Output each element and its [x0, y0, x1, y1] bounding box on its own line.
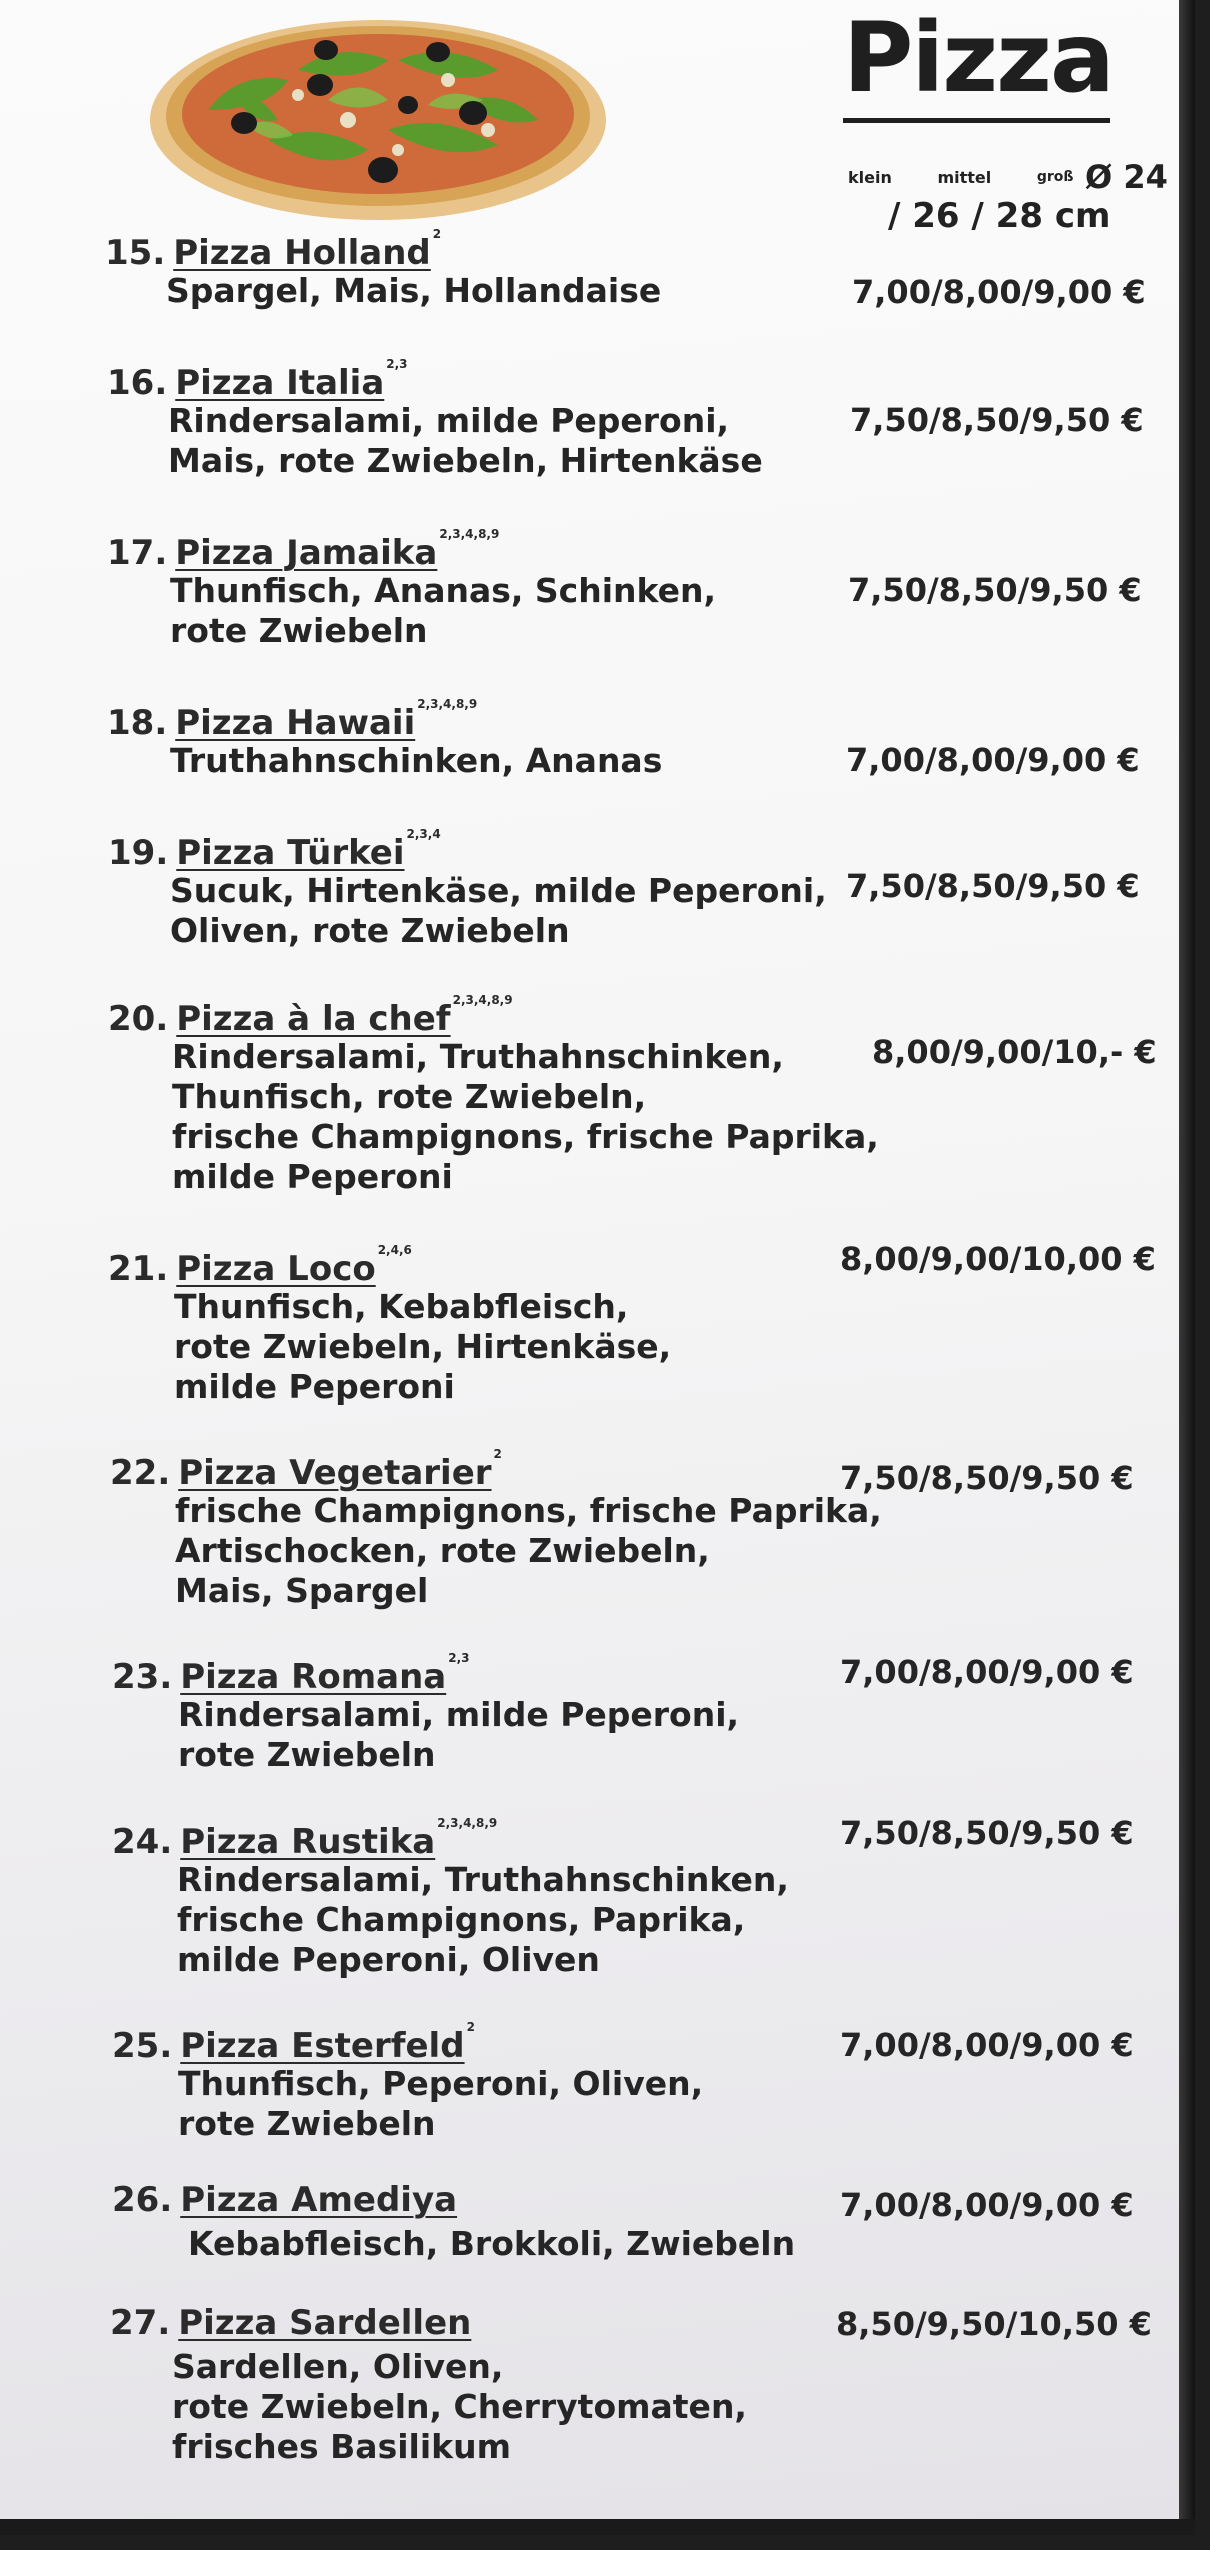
item-name-row — [107, 357, 408, 403]
item-ingredients — [170, 871, 827, 951]
item-name-row — [108, 993, 513, 1039]
item-number: 24. — [112, 1822, 173, 1862]
size-small-label: klein — [848, 167, 892, 187]
ingredient-line: rote Zwiebeln — [178, 1735, 436, 1774]
ingredient-line: milde Peperoni — [172, 1157, 453, 1196]
item-ingredients — [178, 1695, 739, 1775]
item-name-row — [107, 697, 477, 743]
item-price: 8,00/9,00/10,00 € — [840, 1240, 1156, 1278]
item-price: 7,50/8,50/9,50 € — [846, 867, 1140, 905]
ingredient-line: frische Champignons, Paprika, — [177, 1900, 746, 1939]
ingredient-line: Rindersalami, Truthahnschinken, — [177, 1860, 789, 1899]
size-diameter: Ø 24 — [1085, 158, 1168, 196]
item-price: 8,50/9,50/10,50 € — [836, 2305, 1152, 2343]
pizza-image — [148, 10, 608, 222]
ingredient-line: Truthahnschinken, Ananas — [170, 741, 663, 780]
item-name: Pizza Sardellen — [178, 2303, 472, 2343]
allergen-codes: 2,3,4 — [406, 827, 441, 841]
item-name: Pizza Rustika — [180, 1822, 436, 1862]
item-number: 22. — [110, 1453, 171, 1493]
item-name-row — [108, 1243, 412, 1289]
ingredient-line: Spargel, Mais, Hollandaise — [166, 271, 662, 310]
ingredient-line: rote Zwiebeln, Hirtenkäse, — [174, 1327, 672, 1366]
ingredient-line: Thunfisch, Ananas, Schinken, — [170, 571, 716, 610]
ingredient-line: Sucuk, Hirtenkäse, milde Peperoni, — [170, 871, 827, 910]
item-number: 26. — [112, 2180, 173, 2220]
allergen-codes: 2 — [493, 1447, 502, 1461]
size-medium-label: mittel — [937, 167, 992, 187]
item-ingredients — [175, 1491, 882, 1611]
item-number: 17. — [107, 533, 168, 573]
item-ingredients — [172, 1037, 879, 1197]
ingredient-line: Thunfisch, rote Zwiebeln, — [172, 1077, 647, 1116]
page-title: Pizza — [843, 2, 1113, 114]
page-edge-right — [1179, 0, 1195, 2535]
item-price: 7,00/8,00/9,00 € — [840, 1653, 1134, 1691]
item-name: Pizza Esterfeld — [180, 2026, 465, 2066]
item-price: 7,00/8,00/9,00 € — [852, 273, 1146, 311]
allergen-codes: 2 — [432, 227, 442, 241]
item-ingredients — [170, 741, 662, 781]
item-ingredients — [188, 2224, 795, 2264]
item-name: Pizza Holland — [173, 233, 431, 273]
item-name-row — [112, 2020, 475, 2066]
item-number: 15. — [105, 233, 166, 273]
item-number: 27. — [110, 2303, 171, 2343]
ingredient-line: Oliven, rote Zwiebeln — [170, 911, 570, 950]
ingredient-line: Rindersalami, Truthahnschinken, — [172, 1037, 784, 1076]
item-ingredients — [166, 271, 661, 311]
size-legend — [848, 158, 1168, 196]
item-name: Pizza Amediya — [180, 2180, 458, 2220]
item-ingredients — [174, 1287, 671, 1407]
size-dimensions: / 26 / 28 cm — [888, 196, 1111, 236]
item-number: 23. — [112, 1657, 173, 1697]
item-number: 25. — [112, 2026, 173, 2066]
page-edge-bottom — [0, 2519, 1195, 2535]
ingredient-line: Rindersalami, milde Peperoni, — [168, 401, 730, 440]
ingredient-line: milde Peperoni — [174, 1367, 455, 1406]
ingredient-line: Sardellen, Oliven, — [172, 2347, 504, 2386]
item-price: 7,50/8,50/9,50 € — [840, 1459, 1134, 1497]
item-name: Pizza Italia — [175, 363, 385, 403]
allergen-codes: 2 — [466, 2020, 475, 2034]
allergen-codes: 2,3,4,8,9 — [437, 1816, 498, 1830]
item-name-row — [110, 1447, 502, 1493]
item-name: Pizza Jamaika — [175, 533, 438, 573]
allergen-codes: 2,3 — [386, 357, 408, 371]
item-name-row — [108, 827, 441, 873]
item-name-row — [112, 2180, 457, 2220]
item-price: 7,50/8,50/9,50 € — [840, 1814, 1134, 1852]
ingredient-line: rote Zwiebeln — [178, 2104, 436, 2143]
ingredient-line: Mais, rote Zwiebeln, Hirtenkäse — [168, 441, 763, 480]
ingredient-line: rote Zwiebeln, Cherrytomaten, — [172, 2387, 747, 2426]
allergen-codes: 2,3 — [448, 1651, 470, 1665]
item-ingredients — [172, 2347, 747, 2467]
item-ingredients — [178, 2064, 703, 2144]
ingredient-line: frisches Basilikum — [172, 2427, 511, 2466]
ingredient-line: Rindersalami, milde Peperoni, — [178, 1695, 740, 1734]
ingredient-line: frische Champignons, frische Paprika, — [175, 1491, 882, 1530]
ingredient-line: Thunfisch, Peperoni, Oliven, — [178, 2064, 704, 2103]
item-name: Pizza à la chef — [176, 999, 451, 1039]
item-number: 16. — [107, 363, 168, 403]
item-number: 21. — [108, 1249, 169, 1289]
ingredient-line: Artischocken, rote Zwiebeln, — [175, 1531, 710, 1570]
item-name: Pizza Türkei — [176, 833, 405, 873]
item-ingredients — [177, 1860, 789, 1980]
item-name-row — [112, 1816, 497, 1862]
ingredient-line: milde Peperoni, Oliven — [177, 1940, 600, 1979]
ingredient-line: Kebabfleisch, Brokkoli, Zwiebeln — [188, 2224, 796, 2263]
item-number: 18. — [107, 703, 168, 743]
ingredient-line: Thunfisch, Kebabfleisch, — [174, 1287, 629, 1326]
title-underline — [843, 118, 1110, 123]
item-name: Pizza Hawaii — [175, 703, 416, 743]
item-name-row — [105, 227, 441, 273]
item-name: Pizza Romana — [180, 1657, 447, 1697]
item-number: 20. — [108, 999, 169, 1039]
item-price: 7,00/8,00/9,00 € — [840, 2186, 1134, 2224]
item-price: 7,50/8,50/9,50 € — [850, 401, 1144, 439]
ingredient-line: rote Zwiebeln — [170, 611, 428, 650]
allergen-codes: 2,3,4,8,9 — [452, 993, 513, 1007]
allergen-codes: 2,4,6 — [377, 1243, 412, 1257]
item-name: Pizza Loco — [176, 1249, 376, 1289]
item-number: 19. — [108, 833, 169, 873]
item-price: 7,00/8,00/9,00 € — [846, 741, 1140, 779]
item-name-row — [107, 527, 499, 573]
size-large-label: groß — [1036, 169, 1074, 185]
item-name-row — [110, 2303, 471, 2343]
item-price: 7,00/8,00/9,00 € — [840, 2026, 1134, 2064]
allergen-codes: 2,3,4,8,9 — [417, 697, 478, 711]
item-price: 8,00/9,00/10,- € — [872, 1033, 1157, 1071]
item-ingredients — [168, 401, 763, 481]
item-name: Pizza Vegetarier — [178, 1453, 492, 1493]
ingredient-line: frische Champignons, frische Paprika, — [172, 1117, 879, 1156]
item-name-row — [112, 1651, 470, 1697]
item-ingredients — [170, 571, 716, 651]
item-price: 7,50/8,50/9,50 € — [848, 571, 1142, 609]
ingredient-line: Mais, Spargel — [175, 1571, 429, 1610]
allergen-codes: 2,3,4,8,9 — [439, 527, 500, 541]
